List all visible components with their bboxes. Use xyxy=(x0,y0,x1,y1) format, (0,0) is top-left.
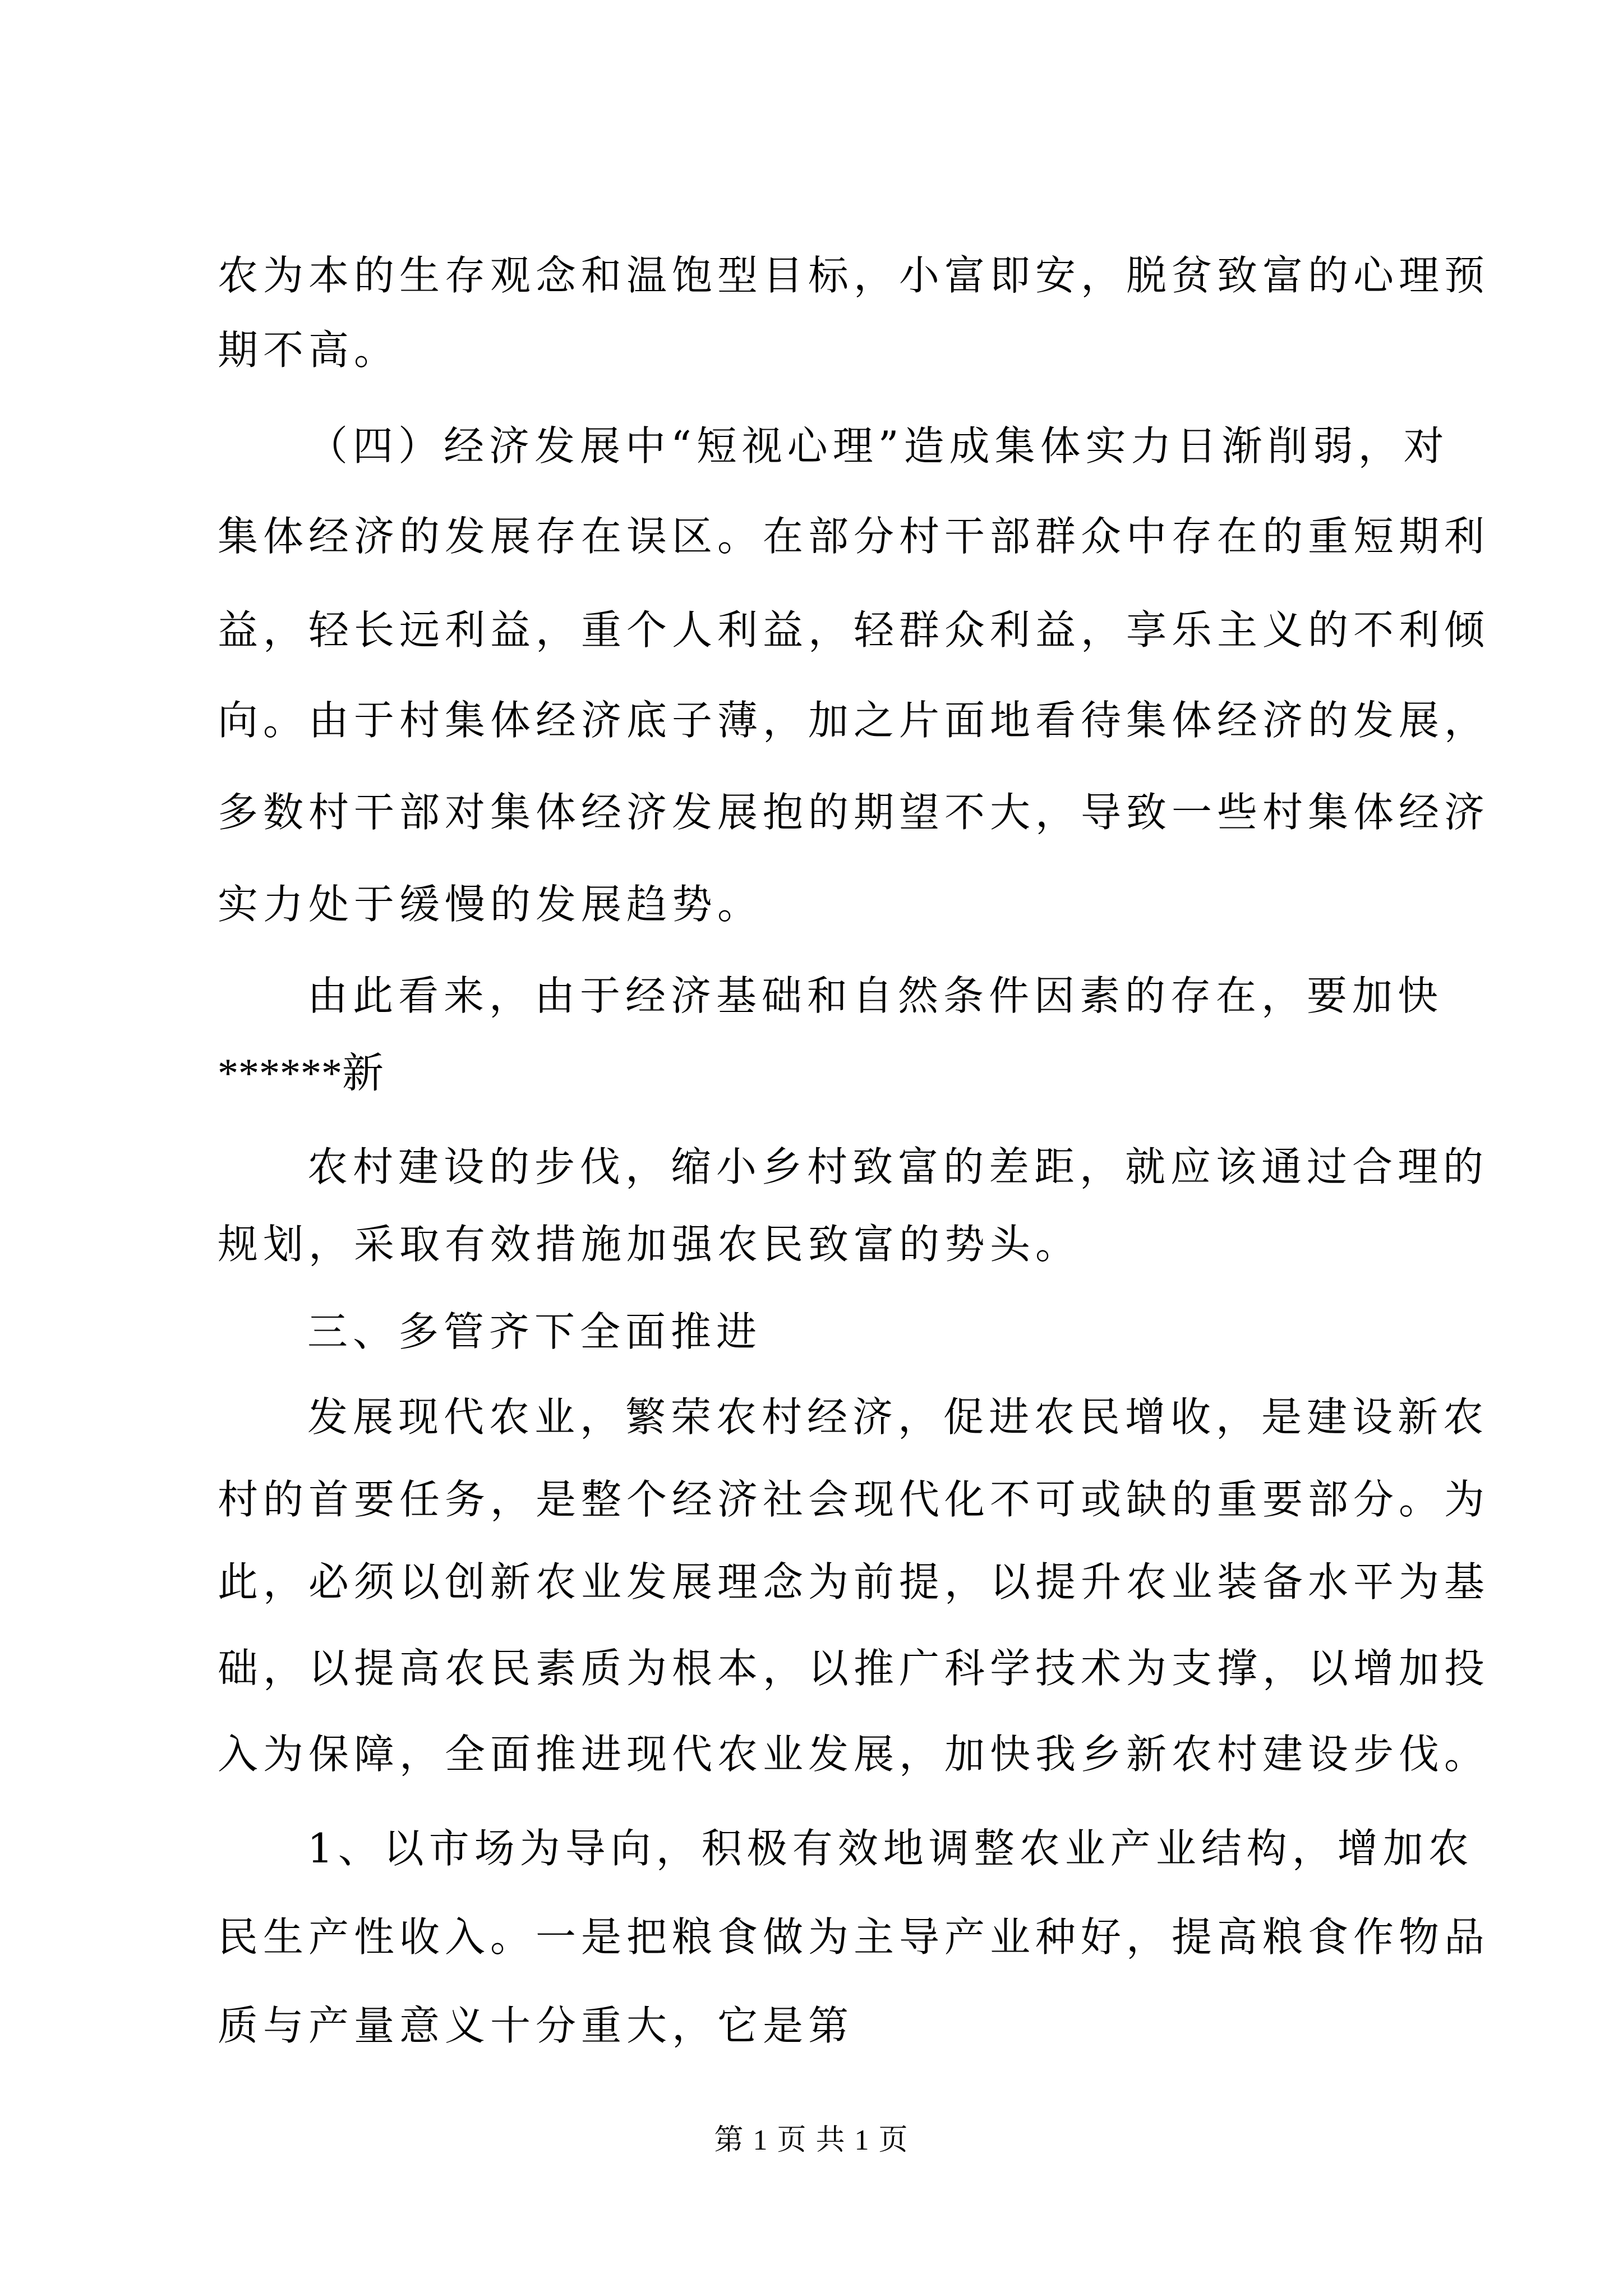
text-line: 质与产量意义十分重大，它是第 xyxy=(218,2002,854,2049)
text-line: 此，必须以创新农业发展理念为前提，以提升农业装备水平为基 xyxy=(218,1558,1490,1605)
text-line: 发展现代农业，繁荣农村经济，促进农民增收，是建设新农 xyxy=(307,1393,1489,1441)
text-line: 民生产性收入。一是把粮食做为主导产业种好，提高粮食作物品 xyxy=(218,1913,1490,1961)
section-heading: 三、多管齐下全面推进 xyxy=(307,1308,762,1355)
text-line: ******新 xyxy=(218,1051,384,1097)
page-number-footer: 第 1 页 共 1 页 xyxy=(714,2124,909,2156)
text-line: 多数村干部对集体经济发展抱的期望不大，导致一些村集体经济 xyxy=(218,789,1490,836)
text-line: 向。由于村集体经济底子薄，加之片面地看待集体经济的发展， xyxy=(218,697,1490,744)
text-line: 实力处于缓慢的发展趋势。 xyxy=(218,881,763,928)
text-line: 农为本的生存观念和温饱型目标，小富即安，脱贫致富的心理预 xyxy=(218,252,1490,299)
text-line: 村的首要任务，是整个经济社会现代化不可或缺的重要部分。为 xyxy=(218,1476,1490,1523)
text-line: 集体经济的发展存在误区。在部分村干部群众中存在的重短期利 xyxy=(218,513,1490,560)
text-line: 础，以提高农民素质为根本，以推广科学技术为支撑，以增加投 xyxy=(218,1645,1490,1692)
text-line: 期不高。 xyxy=(218,326,400,374)
text-line: 入为保障，全面推进现代农业发展，加快我乡新农村建设步伐。 xyxy=(218,1731,1490,1778)
text-line: 益，轻长远利益，重个人利益，轻群众利益，享乐主义的不利倾 xyxy=(218,606,1490,654)
text-line: 规划，采取有效措施加强农民致富的势头。 xyxy=(218,1221,1081,1268)
text-line: 农村建设的步伐，缩小乡村致富的差距，就应该通过合理的 xyxy=(307,1143,1489,1190)
text-line: 1、以市场为导向，积极有效地调整农业产业结构，增加农 xyxy=(307,1825,1474,1872)
text-line: （四）经济发展中“短视心理”造成集体实力日渐削弱，对 xyxy=(307,422,1449,470)
text-line: 由此看来，由于经济基础和自然条件因素的存在，要加快 xyxy=(307,972,1444,1019)
